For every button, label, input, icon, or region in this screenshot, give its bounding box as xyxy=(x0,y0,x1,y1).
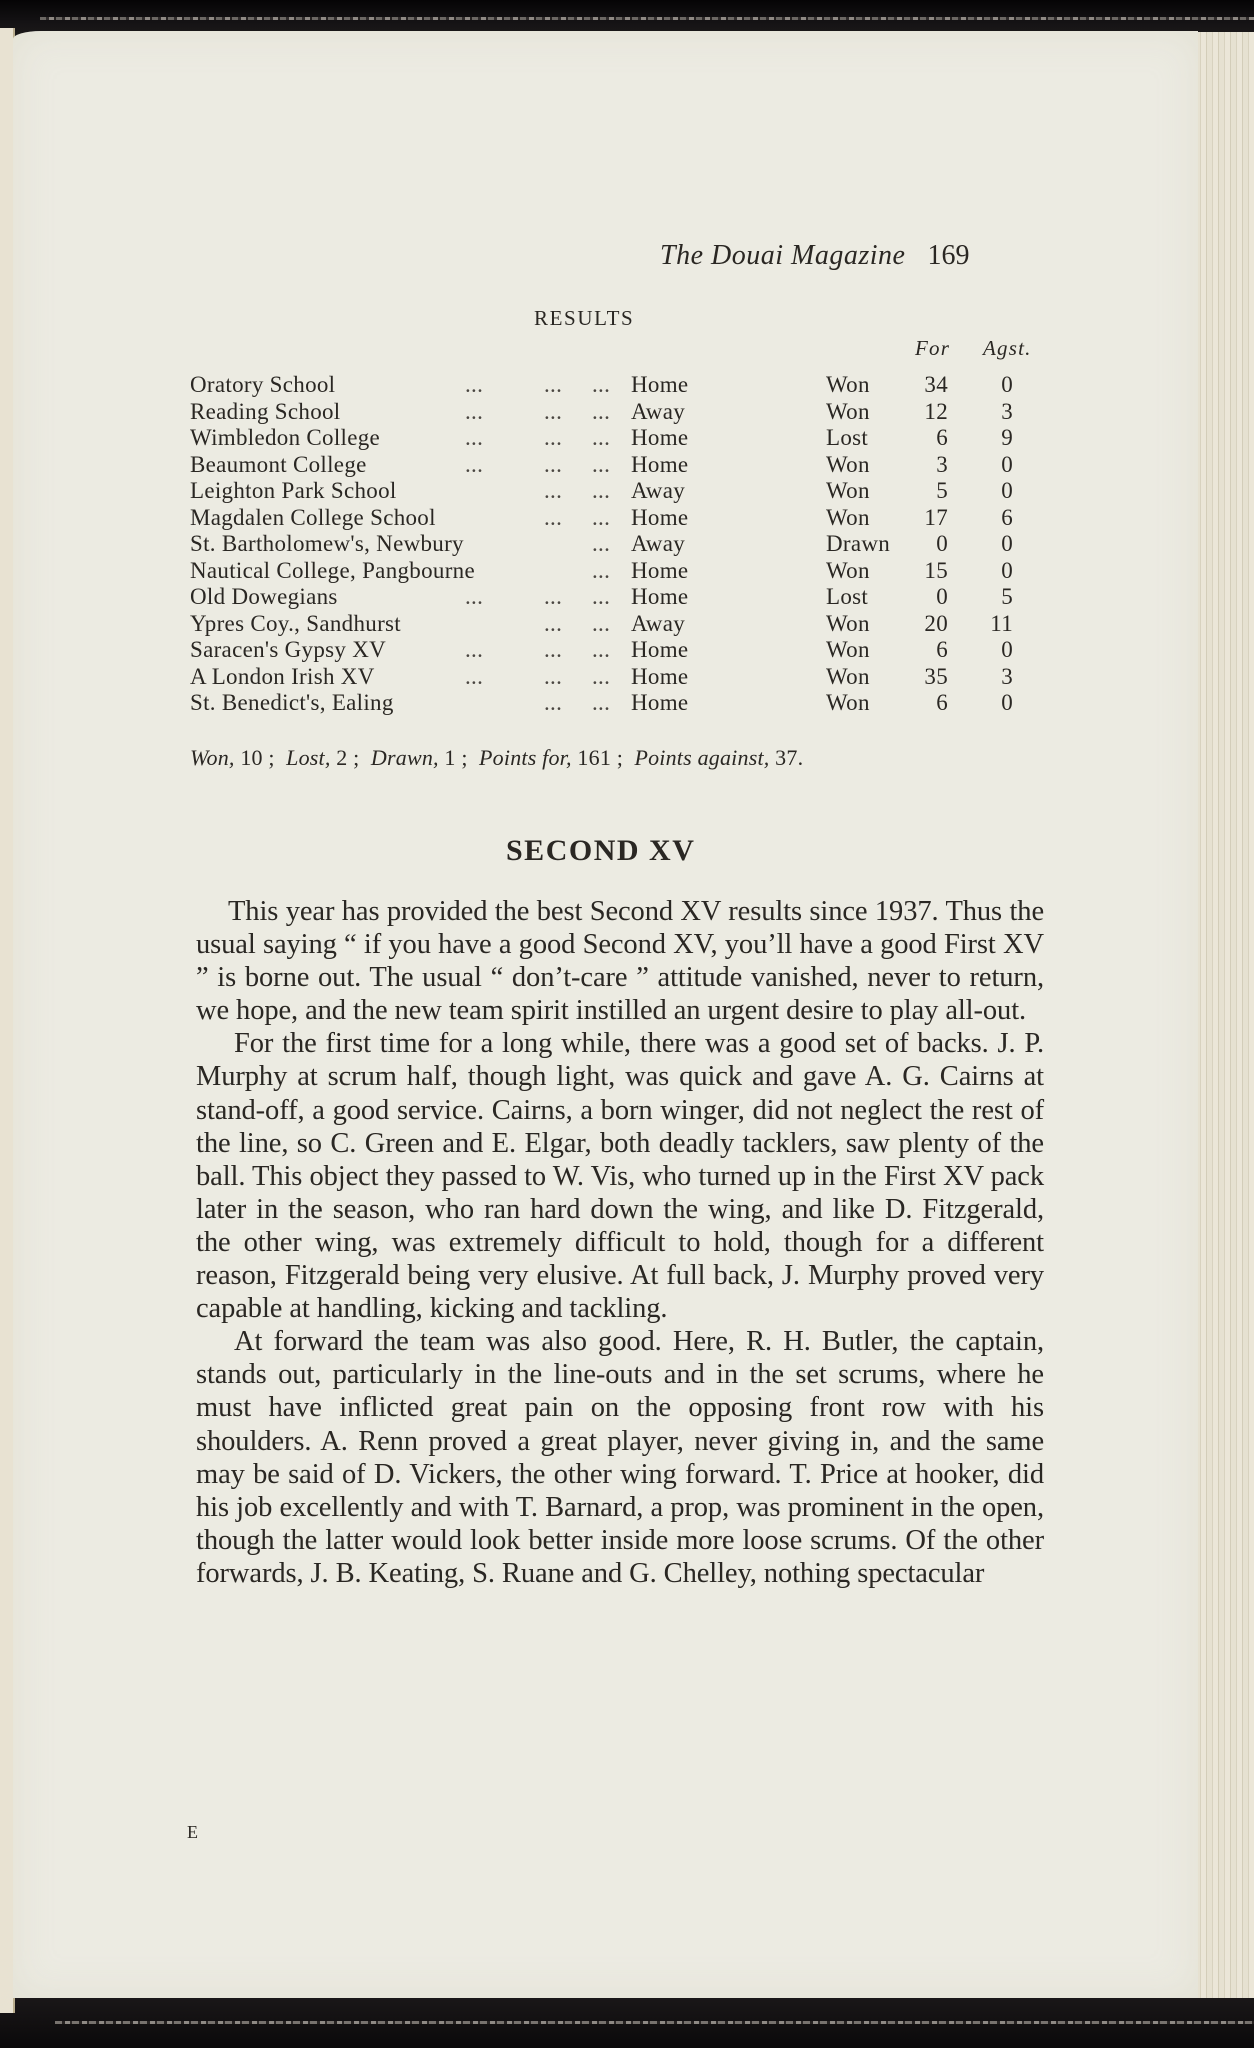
leader-dots: ... xyxy=(592,610,611,636)
points-against: 0 xyxy=(1001,451,1013,477)
opponent-name: A London Irish XV xyxy=(190,663,375,689)
leader-dots: ... xyxy=(544,372,563,397)
section-heading: SECOND XV xyxy=(506,834,696,867)
paragraph: For the first time for a long while, there was a good set of backs. J. P. Murphy at scrum half, though light, was quick and gave A. G. Cairns at stand-off, a good service. Cairns, a born winger, did not neglect the rest of the line, so C. Green and E. Elgar, both deadly tacklers, saw plenty of the ball. This object they passed to W. Vis, who turned up in the First XV pack later in the season, who ran hard down the wing, and like D. Fitzgerald, the other wing, was extremely difficult to hold, though for a different reason, Fitzgerald being very elusive. At full back, J. Murphy proved very capable at handling, kicking and tackling. xyxy=(196,1028,1044,1325)
won-label: Won, xyxy=(190,745,235,770)
points-for: 15 xyxy=(924,557,948,583)
opponent-name: Leighton Park School xyxy=(190,478,397,503)
opponent-name: Saracen's Gypsy XV xyxy=(190,637,387,662)
leader-dots: ... xyxy=(592,504,611,530)
match-result: Won xyxy=(826,372,870,397)
leader-dots: ... xyxy=(592,451,611,477)
points-for: 17 xyxy=(924,504,948,530)
points-for: 0 xyxy=(936,531,948,556)
results-row xyxy=(190,452,1070,479)
opponent-name: Beaumont College xyxy=(190,451,367,477)
match-result: Won xyxy=(826,478,870,503)
leader-dots: ... xyxy=(544,425,563,450)
points-for: 6 xyxy=(936,425,948,450)
leader-dots: ... xyxy=(592,663,611,689)
match-result: Won xyxy=(826,637,870,662)
leader-dots: ... xyxy=(592,690,611,715)
points-against: 5 xyxy=(1001,584,1013,609)
opponent-name: St. Bartholomew's, Newbury xyxy=(190,531,464,556)
points-against: 9 xyxy=(1001,425,1013,450)
leader-dots: ... xyxy=(544,398,563,424)
match-result: Lost xyxy=(826,584,869,609)
leader-dots: ... xyxy=(544,584,563,609)
venue: Home xyxy=(631,584,689,609)
leader-dots: ... xyxy=(465,451,484,477)
points-against: 6 xyxy=(1001,504,1013,530)
results-row xyxy=(190,372,1070,399)
points-against: 0 xyxy=(1001,557,1013,583)
opponent-name: Reading School xyxy=(190,398,341,424)
magazine-title: The Douai Magazine xyxy=(660,240,906,271)
venue: Home xyxy=(631,372,689,397)
points-for: 34 xyxy=(924,372,948,397)
leader-dots: ... xyxy=(592,425,611,450)
match-result: Won xyxy=(826,504,870,530)
drawn-label: Drawn, xyxy=(370,745,439,770)
match-result: Drawn xyxy=(826,531,891,556)
points-for: 12 xyxy=(924,398,948,424)
points-against: 0 xyxy=(1001,690,1013,715)
opponent-name: Old Dowegians xyxy=(190,584,338,609)
match-result: Won xyxy=(826,610,870,636)
venue: Away xyxy=(631,610,686,636)
results-table xyxy=(190,372,1070,717)
leader-dots: ... xyxy=(465,637,484,662)
leader-dots: ... xyxy=(592,478,611,503)
season-summary: Won, 10 ; Lost, 2 ; Drawn, 1 ; Points for, 161 ; Points against, 37. xyxy=(190,745,804,770)
article-body xyxy=(196,895,1044,1590)
venue: Home xyxy=(631,557,689,583)
venue: Home xyxy=(631,690,689,715)
points-against-value: 37. xyxy=(775,745,804,770)
lost-count: 2 xyxy=(336,745,348,770)
leader-dots: ... xyxy=(544,451,563,477)
leader-dots: ... xyxy=(592,637,611,662)
venue: Home xyxy=(631,663,689,689)
venue: Home xyxy=(631,637,689,662)
leader-dots: ... xyxy=(465,425,484,450)
leader-dots: ... xyxy=(544,504,563,530)
points-against-label: Points against, xyxy=(634,745,770,770)
points-for: 5 xyxy=(936,478,948,503)
leader-dots: ... xyxy=(592,531,611,556)
points-against: 0 xyxy=(1001,372,1013,397)
points-against: 3 xyxy=(1001,398,1013,424)
signature-mark: E xyxy=(187,1822,198,1842)
opponent-name: Magdalen College School xyxy=(190,504,436,530)
leader-dots: ... xyxy=(465,663,484,689)
venue: Away xyxy=(631,531,686,556)
results-row xyxy=(190,664,1070,691)
venue: Away xyxy=(631,398,686,424)
opponent-name: Ypres Coy., Sandhurst xyxy=(190,610,401,636)
points-against: 3 xyxy=(1001,663,1013,689)
book-edge-bottom xyxy=(55,2021,1254,2024)
points-for: 6 xyxy=(936,637,948,662)
won-count: 10 xyxy=(240,745,263,770)
match-result: Lost xyxy=(826,425,869,450)
results-row xyxy=(190,531,1070,558)
leader-dots: ... xyxy=(544,637,563,662)
results-row xyxy=(190,584,1070,611)
venue: Away xyxy=(631,478,686,503)
leader-dots: ... xyxy=(592,372,611,397)
points-against: 0 xyxy=(1001,637,1013,662)
page-stack-edge xyxy=(1195,32,1254,1998)
results-row xyxy=(190,478,1070,505)
leader-dots: ... xyxy=(544,610,563,636)
points-for-value: 161 xyxy=(577,745,612,770)
match-result: Won xyxy=(826,451,870,477)
leader-dots: ... xyxy=(465,372,484,397)
points-for: 35 xyxy=(924,663,948,689)
leader-dots: ... xyxy=(544,663,563,689)
lost-label: Lost, xyxy=(286,745,331,770)
leader-dots: ... xyxy=(465,584,484,609)
paragraph: This year has provided the best Second XV results since 1937. Thus the usual saying “ if you have a good Second XV, you’ll have a good First XV ” is borne out. The usual “ don’t-care ” attitude vanished, never to return, we hope, and the new team spirit instilled an urgent desire to play all-out. xyxy=(196,896,1044,1027)
results-row xyxy=(190,425,1070,452)
column-header-for: For xyxy=(915,336,951,360)
results-row xyxy=(190,637,1070,664)
results-row xyxy=(190,505,1070,532)
leader-dots: ... xyxy=(544,478,563,503)
points-against: 0 xyxy=(1001,478,1013,503)
drawn-count: 1 xyxy=(444,745,456,770)
results-row xyxy=(190,558,1070,585)
points-for-label: Points for, xyxy=(479,745,572,770)
results-title: RESULTS xyxy=(534,306,635,330)
opponent-name: Oratory School xyxy=(190,372,336,397)
leader-dots: ... xyxy=(544,690,563,715)
paragraph: At forward the team was also good. Here, R. H. Butler, the captain, stands out, particularly in the line-outs and in the set scrums, where he must have inflicted great pain on the opposing front row with his shoulders. A. Renn proved a great player, never giving in, and the same may be said of D. Vickers, the other wing forward. T. Price at hooker, did his job excellently and with T. Barnard, a prop, was prominent in the open, though the latter would look better inside more loose scrums. Of the other forwards, J. B. Keating, S. Ruane and G. Chelley, nothing spectacular xyxy=(196,1326,1044,1589)
match-result: Won xyxy=(826,663,870,689)
points-for: 0 xyxy=(936,584,948,609)
match-result: Won xyxy=(826,557,870,583)
opponent-name: Nautical College, Pangbourne xyxy=(190,557,475,583)
column-header-against: Agst. xyxy=(983,336,1032,360)
leader-dots: ... xyxy=(465,398,484,424)
leader-dots: ... xyxy=(592,398,611,424)
points-for: 20 xyxy=(924,610,948,636)
leader-dots: ... xyxy=(592,557,611,583)
running-head xyxy=(660,240,969,272)
results-row xyxy=(190,611,1070,638)
points-against: 11 xyxy=(990,610,1013,636)
results-row xyxy=(190,690,1070,717)
venue: Home xyxy=(631,425,689,450)
match-result: Won xyxy=(826,690,870,715)
venue: Home xyxy=(631,451,689,477)
opponent-name: Wimbledon College xyxy=(190,425,381,450)
page-number: 169 xyxy=(927,240,970,271)
opponent-name: St. Benedict's, Ealing xyxy=(190,690,394,715)
results-row xyxy=(190,399,1070,426)
points-for: 6 xyxy=(936,690,948,715)
match-result: Won xyxy=(826,398,870,424)
points-against: 0 xyxy=(1001,531,1013,556)
book-edge-top xyxy=(40,17,1254,20)
leader-dots: ... xyxy=(592,584,611,609)
points-for: 3 xyxy=(936,451,948,477)
venue: Home xyxy=(631,504,689,530)
